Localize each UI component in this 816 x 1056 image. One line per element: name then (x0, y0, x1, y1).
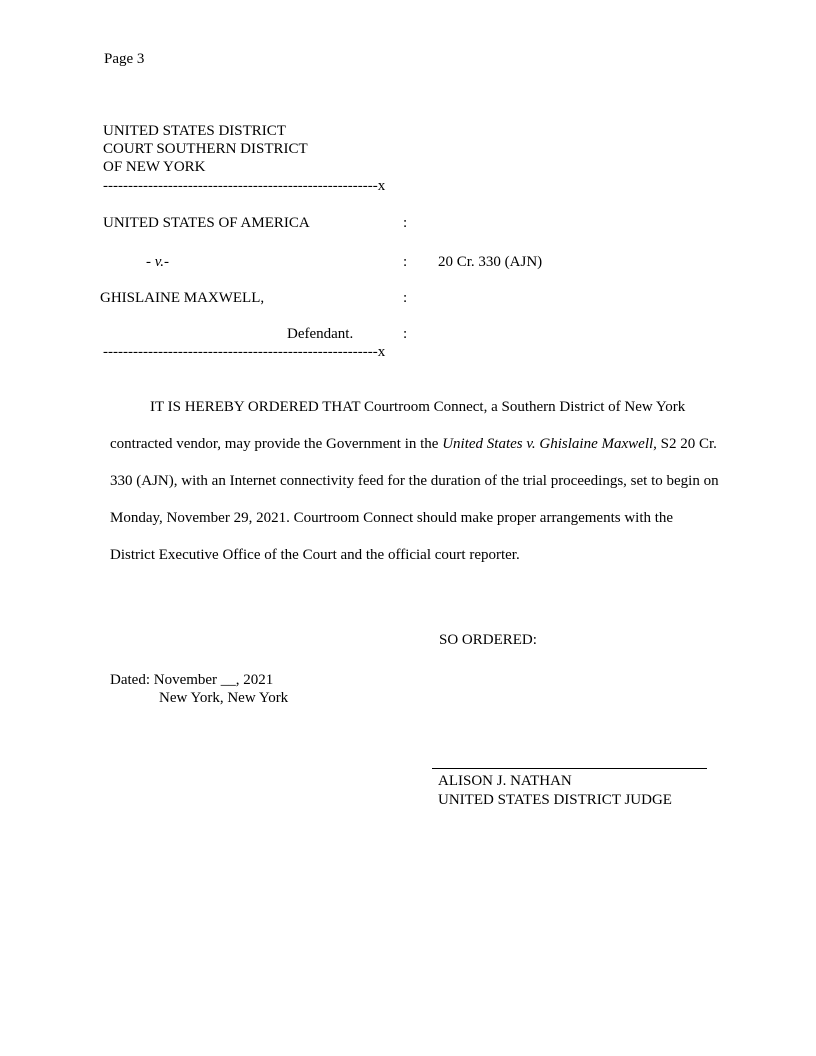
so-ordered-label: SO ORDERED: (439, 632, 537, 648)
judge-name: ALISON J. NATHAN (438, 773, 572, 789)
court-name-line-2: COURT SOUTHERN DISTRICT (103, 141, 308, 157)
plaintiff-name: UNITED STATES OF AMERICA (103, 215, 310, 231)
caption-colon: : (403, 326, 408, 342)
versus-label: - v.- (146, 254, 170, 270)
case-number: 20 Cr. 330 (AJN) (438, 254, 543, 270)
page-number: Page 3 (104, 51, 145, 67)
order-text-part-2: , S2 20 Cr. 330 (AJN), with an Internet connectivity feed for the duration of the trial proceedings, set to begin on Monday, November 29, 2021. Courtroom Connect should make proper arrangements with the District Executive Office of the Court and the official court reporter. (110, 436, 719, 563)
dated-location: New York, New York (159, 690, 289, 706)
signature-line (432, 768, 707, 769)
court-name-line-1: UNITED STATES DISTRICT (103, 123, 286, 139)
case-name-italic: United States v. Ghislaine Maxwell (442, 436, 654, 452)
order-text-part-1: IT IS HEREBY ORDERED THAT Courtroom Connect, a Southern District of New York contracted vendor, may provide the Government in the (110, 399, 686, 452)
court-name-line-3: OF NEW YORK (103, 159, 206, 175)
caption-colon: : (403, 254, 408, 270)
caption-colon: : (403, 290, 408, 306)
caption-bottom-rule: -------------------------------------------------------x (103, 344, 386, 360)
order-paragraph (110, 389, 720, 574)
judge-title: UNITED STATES DISTRICT JUDGE (438, 792, 672, 808)
dated-line: Dated: November __, 2021 (110, 672, 274, 688)
caption-colon: : (403, 215, 408, 231)
defendant-name: GHISLAINE MAXWELL, (100, 290, 265, 306)
caption-top-rule: -------------------------------------------------------x (103, 178, 386, 194)
defendant-label: Defendant. (287, 326, 354, 342)
